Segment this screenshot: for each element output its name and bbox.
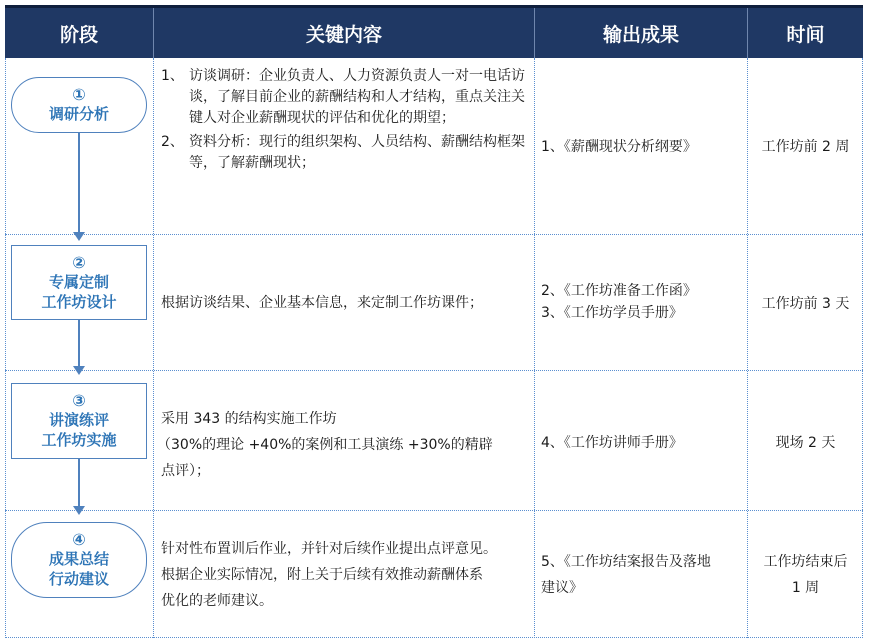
header-key-content: 关键内容 xyxy=(305,23,382,46)
grid-line xyxy=(5,510,863,511)
stage-title: 专属定制 xyxy=(48,272,109,291)
time-value: 工作坊前 3 天 xyxy=(761,296,850,312)
arrow-down-icon xyxy=(73,232,85,241)
stage-title: 行动建议 xyxy=(48,570,109,588)
row4-output xyxy=(541,549,745,601)
row3-output xyxy=(541,432,745,454)
time-value: 现场 2 天 xyxy=(775,435,836,451)
stage-box-4 xyxy=(11,522,147,598)
time-value: 1 周 xyxy=(791,580,820,596)
grid-line xyxy=(534,58,535,638)
stage-box-3 xyxy=(11,383,147,459)
list-text: 资料分析：现行的组织架构、人员结构、薪酬结构框架等，了解薪酬现状； xyxy=(189,134,525,171)
content-line: 根据企业实际情况，附上关于后续有效推动薪酬体系 xyxy=(161,567,483,583)
row1-content xyxy=(161,66,529,174)
grid-line xyxy=(5,58,6,638)
header-output: 输出成果 xyxy=(602,23,679,46)
content-line: 采用 343 的结构实施工作坊 xyxy=(161,411,337,427)
arrow-down-icon xyxy=(73,366,85,375)
row2-output xyxy=(541,280,745,324)
list-item xyxy=(161,66,529,129)
stage-title: 工作坊实施 xyxy=(41,431,117,449)
stage-title: 工作坊设计 xyxy=(41,292,117,311)
row1-output xyxy=(541,136,745,158)
stage-title: 成果总结 xyxy=(48,550,109,568)
row4-time xyxy=(748,549,863,601)
content-line: 针对性布置训后作业，并针对后续作业提出点评意见。 xyxy=(161,541,497,557)
grid-line xyxy=(5,370,863,371)
row3-content xyxy=(157,406,533,484)
header-divider xyxy=(534,8,535,58)
stage-number: ② xyxy=(72,252,86,272)
stage-title: 讲演练评 xyxy=(48,411,109,429)
row2-time xyxy=(748,293,863,315)
stage-box-2 xyxy=(11,245,147,320)
flow-connector xyxy=(78,133,80,233)
list-text: 访谈调研：企业负责人、人力资源负责人一对一电话访谈，了解目前企业的薪酬结构和人才结构，重点关注关键人对企业薪酬现状的评估和优化的期望； xyxy=(189,68,525,126)
grid-line xyxy=(5,637,863,638)
stage-number: ① xyxy=(72,85,86,104)
grid-line xyxy=(153,58,154,638)
header-stage: 阶段 xyxy=(59,23,98,46)
list-number: 1、 xyxy=(161,68,184,84)
time-value: 工作坊前 2 周 xyxy=(761,139,850,155)
time-value: 工作坊结束后 xyxy=(763,554,848,570)
flow-connector xyxy=(78,320,80,368)
output-item: 2、《工作坊准备工作函》 xyxy=(541,283,697,299)
output-item: 建议》 xyxy=(541,580,583,596)
row4-content xyxy=(161,536,533,614)
stage-box-1 xyxy=(11,77,147,133)
stage-number: ③ xyxy=(72,391,86,410)
header-divider xyxy=(153,8,154,58)
content-line: （30%的理论 +40%的案例和工具演练 +30%的精辟 xyxy=(157,437,493,453)
content-line: 优化的老师建议。 xyxy=(161,593,273,609)
stage-number: ④ xyxy=(72,530,86,549)
header-divider xyxy=(747,8,748,58)
arrow-down-icon xyxy=(73,506,85,515)
row1-time xyxy=(748,136,863,158)
row3-time xyxy=(748,432,863,454)
row2-content: 根据访谈结果、企业基本信息，来定制工作坊课件； xyxy=(161,295,483,311)
flow-connector xyxy=(78,459,80,508)
output-item: 4、《工作坊讲师手册》 xyxy=(541,435,683,451)
output-item: 5、《工作坊结案报告及落地 xyxy=(541,554,711,570)
grid-line xyxy=(5,234,863,235)
output-item: 1、《薪酬现状分析纲要》 xyxy=(541,139,697,155)
list-number: 2、 xyxy=(161,134,184,150)
list-item xyxy=(161,132,529,174)
content-line: 点评）； xyxy=(161,463,210,479)
header-time: 时间 xyxy=(786,23,825,46)
stage-title: 调研分析 xyxy=(48,105,109,123)
output-item: 3、《工作坊学员手册》 xyxy=(541,305,683,321)
